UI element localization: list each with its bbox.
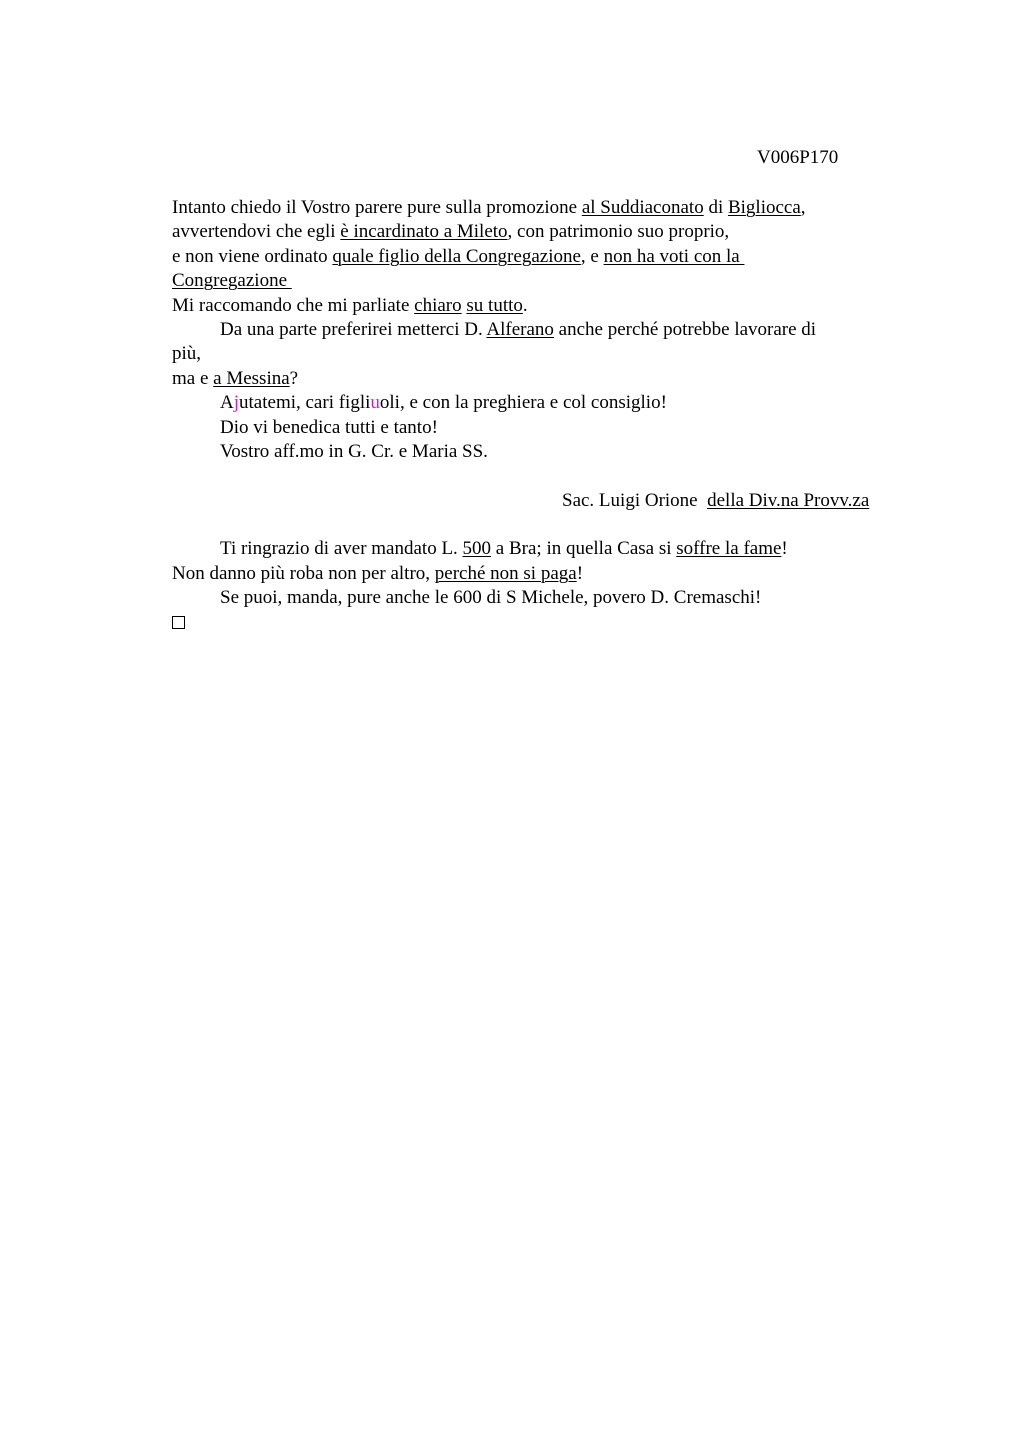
text-line: Se puoi, manda, pure anche le 600 di S Michele, povero D. Cremaschi! — [220, 587, 762, 609]
underlined-text: al Suddiaconato — [581, 197, 704, 218]
underlined-text: perché non si paga — [434, 562, 577, 584]
text-line: Ajutatemi, cari figliuoli, e con la preghiera e col consiglio! — [220, 392, 667, 414]
blank-line — [172, 464, 932, 488]
text-line: Dio vi benedica tutti e tanto! — [220, 416, 438, 438]
text-line: avvertendovi che egli è incardinato a Mileto, con patrimonio suo proprio, — [172, 221, 730, 243]
text-line: e non viene ordinato quale figlio della Congregazione, e non ha voti con la — [172, 245, 745, 267]
text-line: ma e a Messina? — [172, 367, 299, 389]
underlined-text: è incardinato a Mileto — [340, 221, 508, 243]
blank-line — [172, 513, 932, 537]
underlined-text: della Div.na Provv.za — [707, 489, 870, 511]
document-reference: V006P170 — [757, 147, 839, 168]
underlined-text: a Messina — [213, 367, 290, 389]
text-line — [172, 611, 932, 635]
highlighted-letter: u — [370, 392, 380, 414]
text-line — [172, 269, 932, 293]
underlined-text: soffre la fame — [676, 538, 782, 560]
underlined-text: quale figlio della Congregazione — [332, 245, 581, 267]
underlined-text: Alferano — [486, 318, 554, 340]
underlined-text: 500 — [462, 538, 492, 560]
text-line: Da una parte preferirei metterci D. Alferano anche perché potrebbe lavorare di — [220, 318, 817, 340]
underlined-text: Bigliocca — [727, 197, 801, 218]
text-line: Mi raccomando che mi parliate chiaro su tutto. — [172, 294, 528, 316]
underlined-text: su tutto — [466, 294, 523, 316]
letter-body — [172, 196, 932, 635]
text-line: Ti ringrazio di aver mandato L. 500 a Bra; in quella Casa si soffre la fame! — [220, 538, 788, 560]
underlined-text: Congregazione — [172, 270, 292, 292]
underlined-text: chiaro — [414, 294, 462, 316]
highlighted-letter: j — [233, 392, 240, 414]
text-line: Vostro aff.mo in G. Cr. e Maria SS. — [220, 440, 488, 462]
underlined-text: non ha voti con la — [603, 245, 745, 267]
text-line: Intanto chiedo il Vostro parere pure sulla promozione al Suddiaconato di Bigliocca, — [172, 197, 806, 218]
square-outline-icon — [172, 616, 185, 629]
text-line: Non danno più roba non per altro, perché non si paga! — [172, 562, 584, 584]
signature-line: Sac. Luigi Orione della Div.na Provv.za — [562, 489, 870, 511]
text-line: più, — [172, 343, 202, 365]
